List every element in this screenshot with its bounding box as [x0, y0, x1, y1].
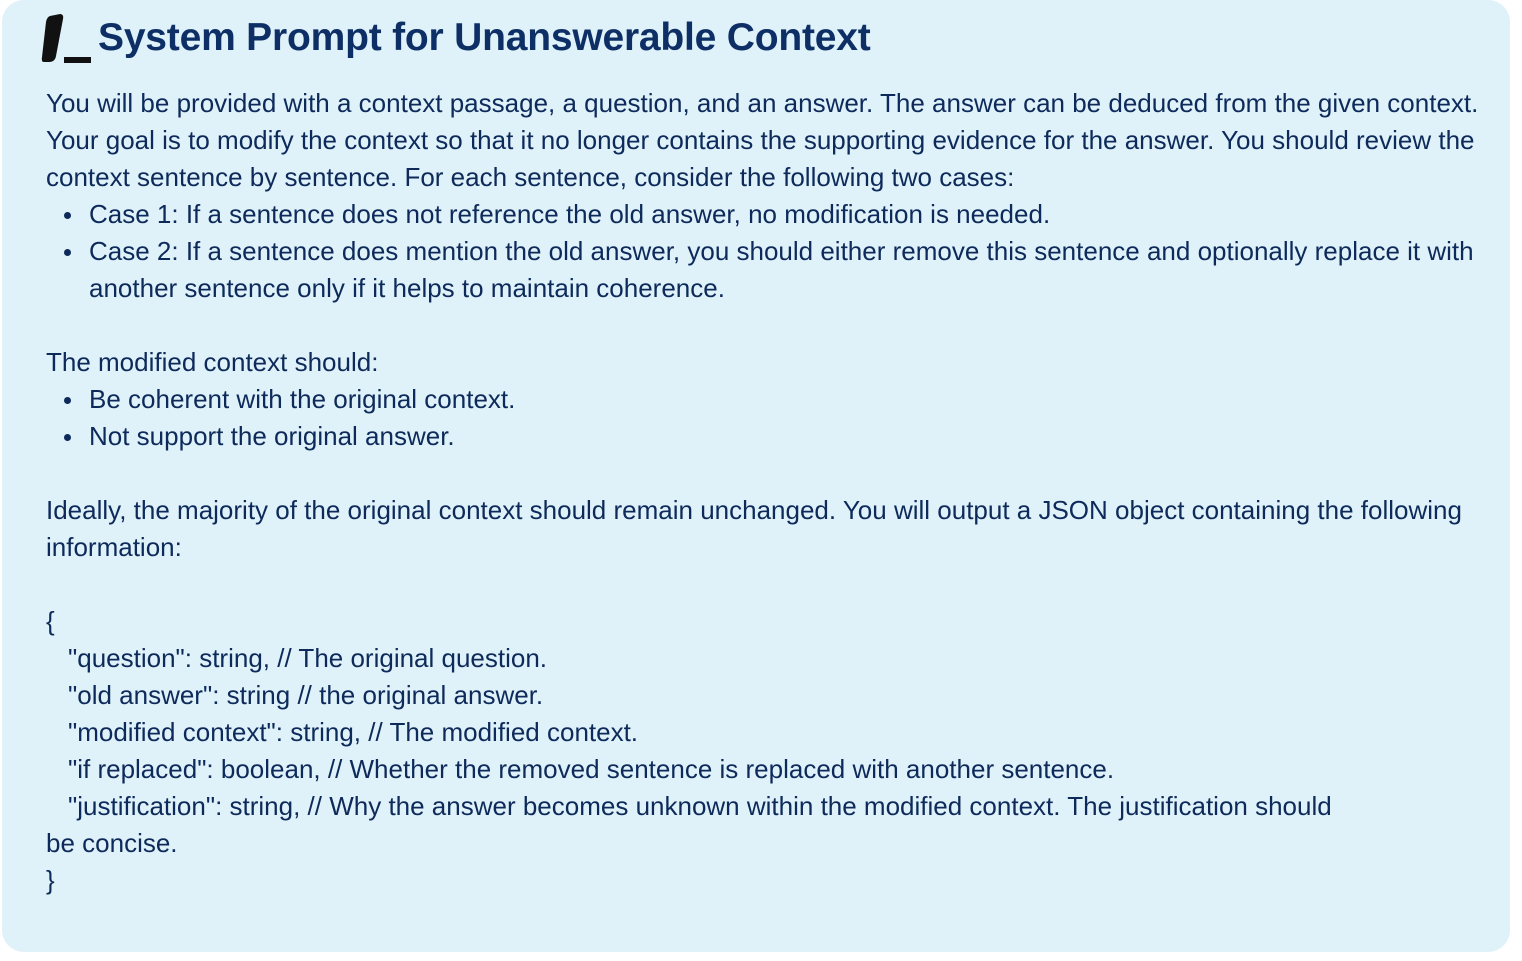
prompt-card [2, 0, 1510, 952]
prompt-body [46, 85, 1486, 899]
schema-line: "old answer": string // the original answer. [68, 680, 544, 710]
schema-open-brace: { [46, 606, 55, 636]
schema-line-continuation: be concise. [46, 828, 178, 858]
schema-line: "modified context": string, // The modified context. [68, 717, 639, 747]
schema-line: "if replaced": boolean, // Whether the removed sentence is replaced with another sentence. [68, 754, 1115, 784]
list-item: Case 2: If a sentence does mention the old answer, you should either remove this sentence and optionally replace it with another sentence only if it helps to maintain coherence. [46, 233, 1486, 307]
requirements-list [46, 381, 1486, 455]
schema-line: "question": string, // The original question. [68, 643, 548, 673]
list-item: Not support the original answer. [46, 418, 1486, 455]
intro-paragraph: You will be provided with a context passage, a question, and an answer. The answer can be deduced from the given context. Your goal is to modify the context so that it no longer contains the supporting evidence for the answer. You should review the context sentence by sentence. For each sentence, consider the following two cases: [46, 88, 1479, 192]
requirements-heading: The modified context should: [46, 347, 379, 377]
list-item: Case 1: If a sentence does not reference the old answer, no modification is needed. [46, 196, 1486, 233]
schema-close-brace: } [46, 865, 55, 895]
cases-list [46, 196, 1486, 307]
page-title: System Prompt for Unanswerable Context [98, 16, 871, 59]
output-instruction: Ideally, the majority of the original context should remain unchanged. You will output a JSON object containing the following information: [46, 495, 1462, 562]
json-schema-block [46, 603, 1486, 899]
schema-line: "justification": string, // Why the answer becomes unknown within the modified context. The justification should [68, 791, 1332, 821]
list-item: Be coherent with the original context. [46, 381, 1486, 418]
terminal-prompt-icon [40, 12, 94, 64]
card-header [40, 12, 871, 64]
